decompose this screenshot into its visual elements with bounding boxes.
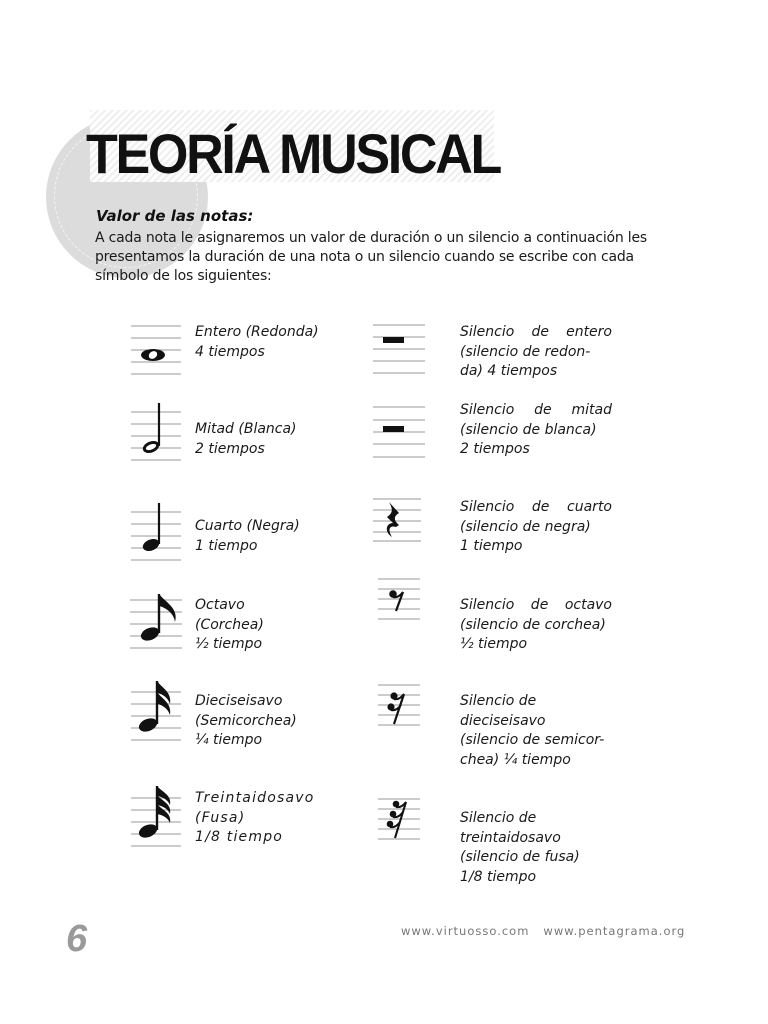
page-number: 6	[66, 918, 88, 960]
half-note-icon	[128, 400, 184, 468]
rest-desc-whole: Silencio de entero (silencio de redon- da) 4 tiempos	[460, 324, 612, 379]
rest-desc-thirty-second: Silencio de treintaidosavo (silencio de fusa) 1/8 tiempo	[460, 810, 580, 885]
page-title: TEORÍA MUSICAL	[86, 122, 500, 185]
rest-desc-half: Silencio de mitad (silencio de blanca) 2 tiempos	[460, 402, 612, 457]
note-desc-thirty-second: Treintaidosavo (Fusa) 1/8 tiempo	[195, 790, 315, 845]
section-subtitle: Valor de las notas:	[96, 207, 254, 225]
footer-link-pentagrama[interactable]: www.pentagrama.org	[543, 924, 686, 938]
whole-note-icon	[128, 322, 184, 378]
note-desc-eighth: Octavo (Corchea) ½ tiempo	[195, 597, 264, 652]
half-rest-icon	[372, 402, 428, 460]
footer-links	[401, 924, 685, 938]
note-desc-half: Mitad (Blanca) 2 tiempos	[195, 421, 297, 457]
note-desc-whole: Entero (Redonda) 4 tiempos	[195, 324, 319, 360]
footer-link-virtuosso[interactable]: www.virtuosso.com	[401, 924, 530, 938]
eighth-rest-icon	[377, 576, 421, 622]
rest-desc-eighth: Silencio de octavo (silencio de corchea) ½ tiempo	[460, 597, 612, 652]
thirty-second-rest-icon	[377, 796, 421, 842]
note-desc-quarter: Cuarto (Negra) 1 tiempo	[195, 518, 300, 554]
thirty-second-note-icon	[128, 784, 184, 850]
eighth-note-icon	[127, 588, 185, 652]
rest-desc-quarter: Silencio de cuarto (silencio de negra) 1 tiempo	[460, 499, 612, 554]
intro-paragraph: A cada nota le asignaremos un valor de duración o un silencio a continuación les presentamos la duración de una nota o un silencio cuando se escribe con cada símbolo de los siguientes:	[95, 230, 647, 284]
sixteenth-note-icon	[128, 678, 184, 744]
quarter-rest-icon	[372, 496, 422, 542]
note-desc-sixteenth: Dieciseisavo (Semicorchea) ¼ tiempo	[195, 693, 297, 748]
whole-rest-icon	[372, 320, 428, 376]
rest-desc-sixteenth: Silencio de dieciseisavo (silencio de semicor- chea) ¼ tiempo	[460, 693, 605, 768]
quarter-note-icon	[128, 498, 184, 564]
sixteenth-rest-icon	[377, 682, 421, 728]
